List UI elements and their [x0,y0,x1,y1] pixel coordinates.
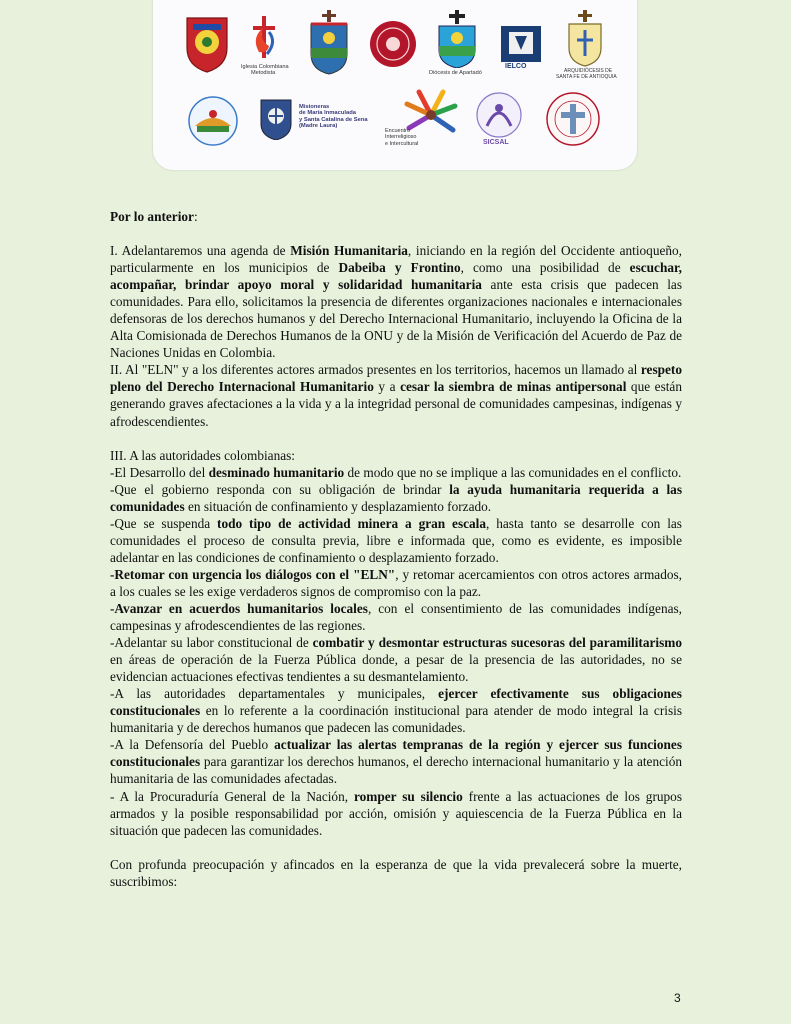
list-item [110,515,682,566]
caption-line: Interreligioso [385,134,417,141]
logo-sicsal-caption [483,140,509,146]
caption-line: Metodista [251,70,276,77]
bold-run: respeto pleno del Derecho Internacional Humanitario [110,362,682,395]
text-run: , hasta tanto se desarrolle con las comunidades el proceso de consulta previa, libre e informada que, como es evidente, es imposible adelantar en las condiciones de confinamiento o desplazamiento forzado. [110,515,682,565]
paragraph-eln-call [110,361,682,429]
text-run: en áreas de operación de la Fuerza Pública donde, a pesar de la presencia de las autoridades, no se evidencian actuaciones efectivas tendientes a su desmantelamiento. [110,652,682,685]
text-run: , y retomar acercamientos con otros actores armados, a los cuales se les exige verdaderos signos de compromiso con la paz. [110,566,682,599]
bold-run: combatir y desmontar estructuras sucesoras del paramilitarismo [312,635,682,651]
list-item [110,736,682,787]
logo-pastoral-commission [187,96,239,146]
caption-line: SICSAL [483,139,509,146]
bold-run: escuchar, acompañar, brindar apoyo moral y solidaridad humanitaria [110,260,682,293]
list-item [110,634,682,685]
logo-apartado-caption [429,70,482,76]
text-run: - A la Procuraduría General de la Nación, [110,788,354,804]
logo-methodist-church [247,12,281,62]
logos-banner [153,0,637,170]
bold-run: todo tipo de actividad minera a gran escala [217,515,487,531]
bold-run: -Avanzar en acuerdos humanitarios locales [110,600,368,616]
caption-line: SANTA FE DE ANTIOQUIA [556,74,617,81]
text-run: que están generando graves afectaciones a la vida y a la integridad personal de comunidades campesinas, indígenas y afrodescendientes. [110,379,682,429]
text-run: de modo que no se implique a las comunidades en el conflicto. [344,464,682,480]
text-run: -Que se suspenda [110,515,218,531]
list-item [110,600,682,634]
text-run: -A la Defensoría del Pueblo [110,737,275,753]
intro-label: Por lo anterior [110,209,194,224]
logo-archdiocese-shield [565,10,605,68]
text-run: , con el consentimiento de las comunidades indígenas, campesinas y afrodescendientes de las regiones. [110,600,682,634]
logo-sicsal [475,92,523,138]
caption-line: IELCO [505,63,527,70]
closing-paragraph: Con profunda preocupación y afincados en la esperanza de que la vida prevalecerá sobre la muerte, suscribimos: [110,856,682,889]
bold-run: ejercer efectivamente sus obligaciones constitucionales [110,686,682,719]
logo-archdiocese-caption [556,68,617,81]
logo-bishop-shield [307,10,351,76]
list-item [110,481,682,515]
text-run: en situación de confinamiento y desplazamiento forzado. [184,498,492,514]
logo-ielco-caption [505,64,526,70]
text-run: , como una posibilidad de [460,260,630,276]
logo-methodist-caption [241,64,289,77]
bold-run: cesar la siembra de minas antipersonal [400,379,627,395]
text-run: frente a las actuaciones de los grupos armados y la posible responsabilidad por acción, omisión y aquiescencia de la Fuerza Pública en la situación que padecen las comunidades. [110,788,682,838]
logo-misioneras-madre-laura [259,96,293,140]
text-run: -Que el gobierno responda con su obligación de brindar [110,481,450,497]
caption-line: Diócesis de Apartadó [429,70,482,76]
caption-line: ARQUIDIÓCESIS DE [564,68,613,74]
caption-line: Encuentro [385,128,411,134]
text-run: -A las autoridades departamentales y municipales, [110,686,439,702]
text-run: II. Al "ELN" y a los diferentes actores armados presentes en los territorios, hacemos un llamado al [110,362,641,378]
caption-line: Iglesia Colombiana [241,64,289,70]
bold-run: romper su silencio [353,788,463,804]
caption-line: e Intercultural [385,140,419,147]
bold-run: Misión Humanitaria [290,243,408,259]
caption-line: Misioneras [299,104,330,110]
intro-colon: : [193,209,198,224]
list-item [110,566,682,600]
logo-red-round-seal [369,20,417,68]
text-run: -Adelantar su labor constitucional de [110,635,313,651]
text-run: para garantizar los derechos humanos, el derecho internacional humanitario y la atención humanitaria de las comunidades afectadas. [110,754,682,787]
text-run: -El Desarrollo del [110,464,209,480]
bold-run: actualizar las alertas tempranas de la región y ejercer sus funciones constitucionales [110,737,682,770]
logo-apartado-diocese [435,10,479,68]
logo-misioneras-caption [299,104,368,129]
page-number: 3 [674,991,681,1005]
caption-line: y Santa Catalina de Sena [299,116,368,123]
paragraph-authorities-heading: III. A las autoridades colombianas: [110,447,296,463]
text-run: , iniciando en la región del Occidente antioqueño, particularmente en los municipios de [110,243,683,276]
text-run: y a [373,379,401,395]
logo-presbyterian-church [545,92,601,146]
bold-run: -Retomar con urgencia los diálogos con el "ELN" [110,566,396,582]
logo-encuentro-caption [385,128,418,147]
bold-run: la ayuda humanitaria requerida a las comunidades [110,481,682,514]
list-item [110,685,682,736]
caption-line: de María Inmaculada [299,110,357,117]
letter-body [110,208,682,890]
text-run: I. Adelantaremos una agenda de [110,243,291,259]
list-item [110,788,682,839]
bold-run: desminado humanitario [208,464,345,480]
intro-line [110,208,682,225]
paragraph-humanitarian-mission [110,242,682,361]
list-item [110,464,682,481]
caption-line: (Madre Laura) [299,122,338,129]
text-run: en lo referente a la coordinación institucional para atender de modo integral la crisis humanitaria y de derechos humanos que padecen las comunidades. [110,703,682,736]
bold-run: Dabeiba y Frontino [338,260,461,276]
logo-circular-emblem [183,12,231,74]
text-run: ante esta crisis que padecen las comunidades. Para ello, solicitamos la presencia de diferentes organizaciones nacionales e internacionales defensoras de los derechos humanos y del Derecho Internacional Humanitario, incluyendo la Oficina de la Alta Comisionada de Derechos Humanos de la ONU y de la Misión de Verificación del Acuerdo de Paz de Naciones Unidas en Colombia. [110,277,682,361]
